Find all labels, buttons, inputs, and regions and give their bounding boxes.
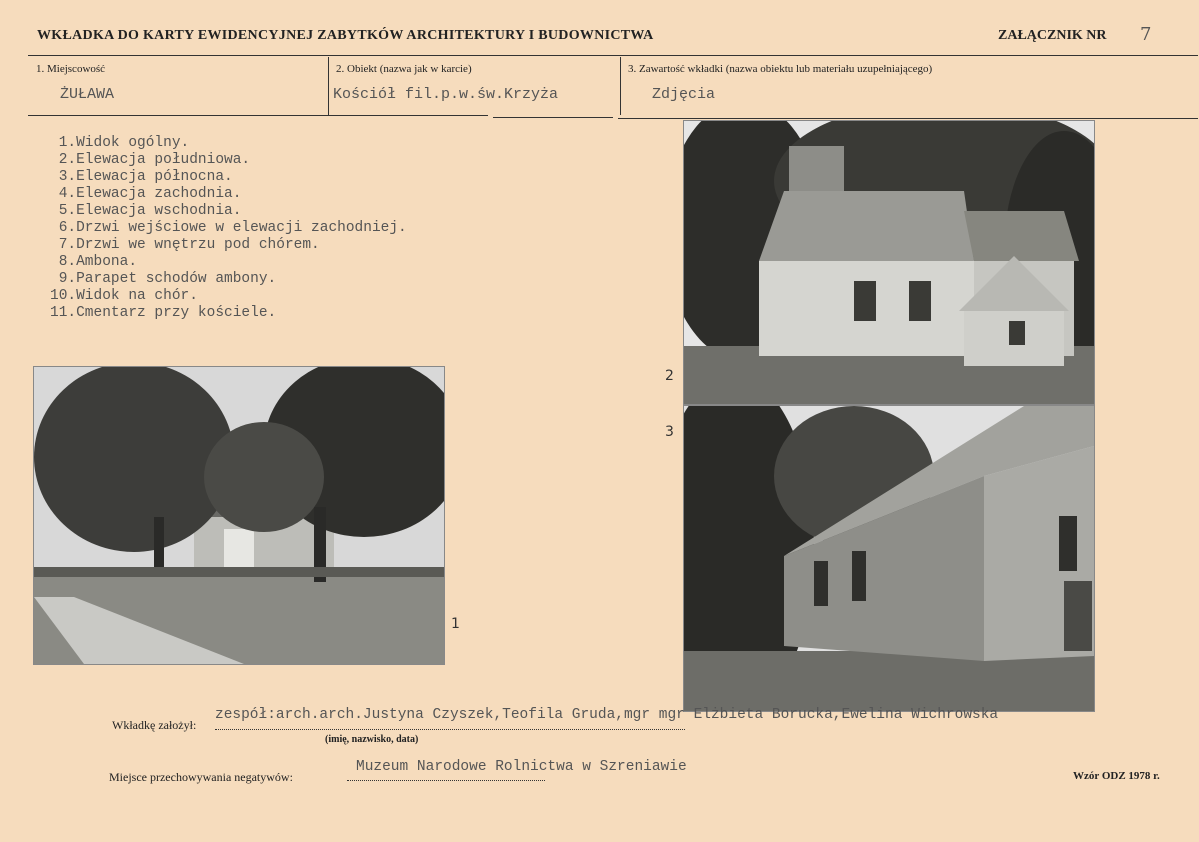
storage-value: Muzeum Narodowe Rolnictwa w Szreniawie [356,759,687,775]
photo-general-view [33,366,445,665]
fields-bottom-line-2 [493,117,613,118]
photo-1-number: 1 [451,616,460,632]
photo-list [50,135,407,322]
attachment-number: 7 [1140,24,1152,45]
attachment-label: ZAŁĄCZNIK NR [998,28,1107,43]
sheet-title: WKŁADKA DO KARTY EWIDENCYJNEJ ZABYTKÓW ARCHITEKTURY I BUDOWNICTWA [37,28,654,43]
photo-south-elevation [683,120,1095,405]
list-item: 10.Widok na chór. [50,288,198,304]
contents-value: Zdjęcia [652,86,716,103]
list-item: 9.Parapet schodów ambony. [50,271,277,287]
field-divider-1 [328,57,329,115]
fields-bottom-line-3 [618,118,1198,119]
fields-bottom-line-1 [28,115,488,116]
photo-3-number: 3 [665,424,674,440]
storage-label: Miejsce przechowywania negatywów: [109,770,293,784]
list-item: 11.Cmentarz przy kościele. [50,305,277,321]
header-divider [28,55,1198,56]
photo-north-elevation [683,405,1095,712]
author-value: zespół:arch.arch.Justyna Czyszek,Teofila Gruda,mgr mgr Elżbieta Borucka,Ewelina Wichrowska [215,707,999,723]
form-code: Wzór ODZ 1978 r. [1073,770,1160,782]
list-item: 4.Elewacja zachodnia. [50,186,242,202]
storage-dotted-line [347,779,545,781]
author-label: Wkładkę założył: [112,718,197,732]
author-dotted-line [215,728,685,730]
locality-label: 1. Miejscowość [36,63,106,75]
list-item: 6.Drzwi wejściowe w elewacji zachodniej. [50,220,407,236]
object-label: 2. Obiekt (nazwa jak w karcie) [336,63,472,75]
list-item: 8.Ambona. [50,254,138,270]
list-item: 5.Elewacja wschodnia. [50,203,242,219]
object-value: Kościół fil.p.w.św.Krzyża [333,86,559,103]
author-hint: (imię, nazwisko, data) [325,734,419,745]
contents-label: 3. Zawartość wkładki (nazwa obiektu lub materiału uzupełniającego) [628,63,933,75]
list-item: 1.Widok ogólny. [50,135,190,151]
list-item: 3.Elewacja północna. [50,169,233,185]
field-divider-2 [620,57,621,115]
list-item: 7.Drzwi we wnętrzu pod chórem. [50,237,320,253]
photo-2-number: 2 [665,368,674,384]
list-item: 2.Elewacja południowa. [50,152,251,168]
locality-value: ŻUŁAWA [60,86,115,103]
